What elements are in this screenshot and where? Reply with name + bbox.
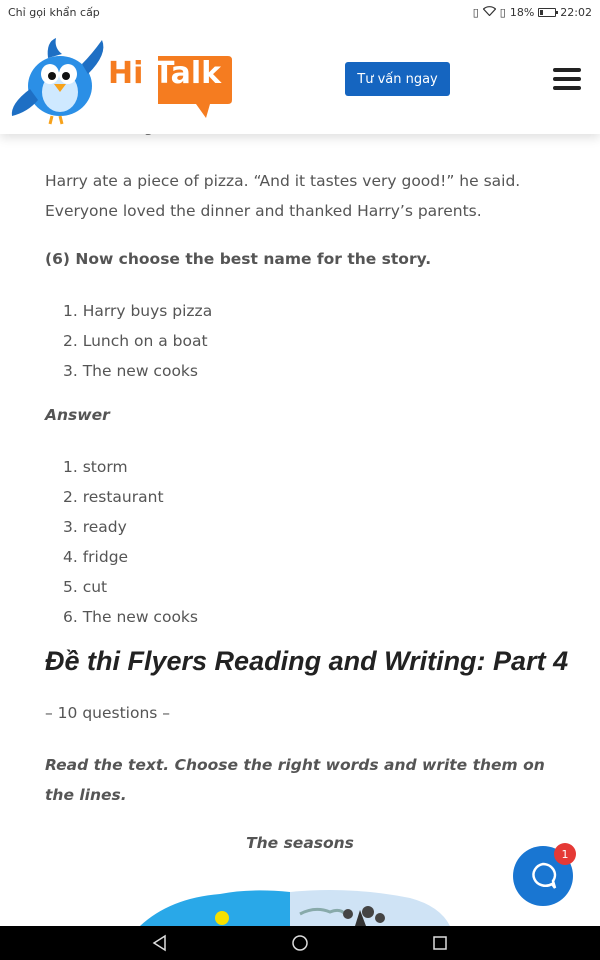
answer-item: 2. restaurant <box>63 488 164 506</box>
question-6: (6) Now choose the best name for the story. <box>45 250 432 268</box>
site-header <box>0 24 600 134</box>
story-paragraph: Harry ate a piece of pizza. “And it tastes very good!” he said. Everyone loved the dinner and thanked Harry’s parents. <box>45 172 521 220</box>
answer-item: 3. ready <box>63 518 127 536</box>
status-icons <box>473 6 592 19</box>
chat-notification-badge: 1 <box>554 843 576 865</box>
hitalk-logo[interactable] <box>10 34 235 126</box>
back-icon[interactable] <box>151 934 169 952</box>
consult-now-button[interactable]: Tư vấn ngay <box>345 62 450 96</box>
vibrate-icon: ▯ <box>472 5 479 19</box>
logo-hi-text: Hi <box>108 56 144 91</box>
battery-percent: 18% <box>509 5 535 19</box>
option-item: 2. Lunch on a boat <box>63 332 208 350</box>
home-icon[interactable] <box>291 934 309 952</box>
status-bar <box>0 0 600 24</box>
questions-count: – 10 questions – <box>45 704 171 722</box>
sun-icon <box>215 911 229 925</box>
instruction-text: Read the text. Choose the right words and write them on the lines. <box>45 756 545 804</box>
hamburger-menu-icon[interactable] <box>553 68 581 90</box>
recents-icon[interactable] <box>431 934 449 952</box>
answer-item: 1. storm <box>63 458 128 476</box>
answer-item: 4. fridge <box>63 548 129 566</box>
story-title: The seasons <box>246 834 354 852</box>
logo-talk-text: Talk <box>154 56 222 91</box>
answer-item: 6. The new cooks <box>63 608 198 626</box>
answer-heading: Answer <box>45 406 110 424</box>
options-list <box>63 296 212 386</box>
chat-icon <box>528 861 558 891</box>
answers-list <box>63 452 198 632</box>
answer-item: 5. cut <box>63 578 108 596</box>
carrier-text: Chỉ gọi khẩn cấp <box>8 5 100 19</box>
option-item: 3. The new cooks <box>63 362 198 380</box>
section-heading: Đề thi Flyers Reading and Writing: Part 4 <box>45 646 569 676</box>
battery-icon <box>538 8 556 17</box>
option-item: 1. Harry buys pizza <box>63 302 213 320</box>
sim-icon: ▯ <box>499 5 506 19</box>
clock: 22:02 <box>560 5 592 19</box>
chat-widget-button[interactable] <box>513 846 573 906</box>
wifi-icon <box>483 6 496 19</box>
seasons-illustration <box>130 884 460 926</box>
android-nav-bar <box>0 926 600 960</box>
